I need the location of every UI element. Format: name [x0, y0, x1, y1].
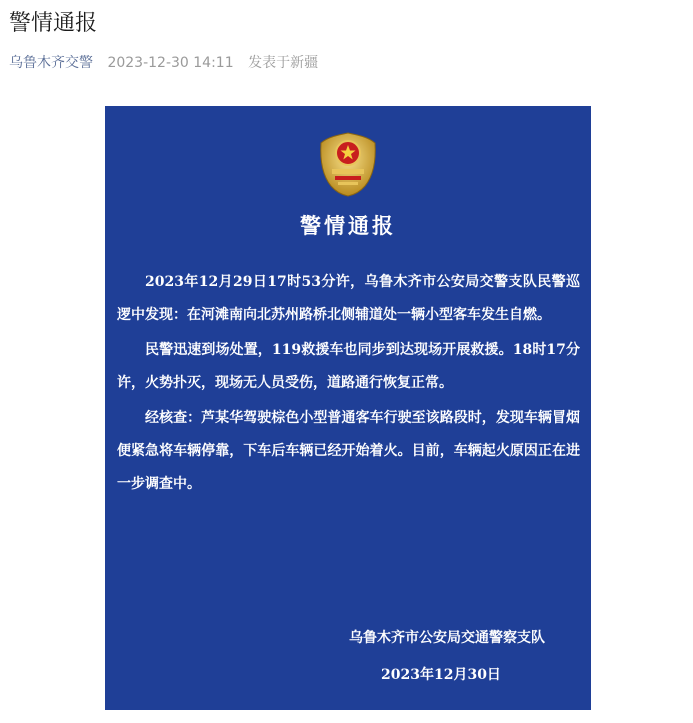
notice-body [117, 266, 580, 503]
publish-location: 发表于新疆 [248, 55, 319, 71]
notice-title: 警情通报 [300, 213, 396, 238]
article-meta [9, 53, 318, 73]
notice-paragraph: 2023年12月29日17时53分许，乌鲁木齐市公安局交警支队民警巡逻中发现：在河滩南向北苏州路桥北侧辅道处一辆小型客车发生自燃。 [117, 274, 580, 323]
author-link[interactable]: 乌鲁木齐交警 [9, 55, 93, 71]
publish-date: 2023-12-30 14:11 [107, 55, 234, 71]
police-notice-image[interactable] [105, 106, 591, 710]
police-emblem-icon [318, 131, 378, 197]
notice-date: 2023年12月30日 [381, 667, 501, 683]
notice-paragraph: 经核查：芦某华驾驶棕色小型普通客车行驶至该路段时，发现车辆冒烟便紧急将车辆停靠，下车后车辆已经开始着火。目前，车辆起火原因正在进一步调查中。 [117, 410, 580, 492]
notice-paragraph: 民警迅速到场处置，119救援车也同步到达现场开展救援。18时17分许，火势扑灭，现场无人员受伤，道路通行恢复正常。 [117, 342, 580, 391]
notice-signature: 乌鲁木齐市公安局交通警察支队 [349, 630, 545, 646]
article-title: 警情通报 [9, 11, 98, 36]
